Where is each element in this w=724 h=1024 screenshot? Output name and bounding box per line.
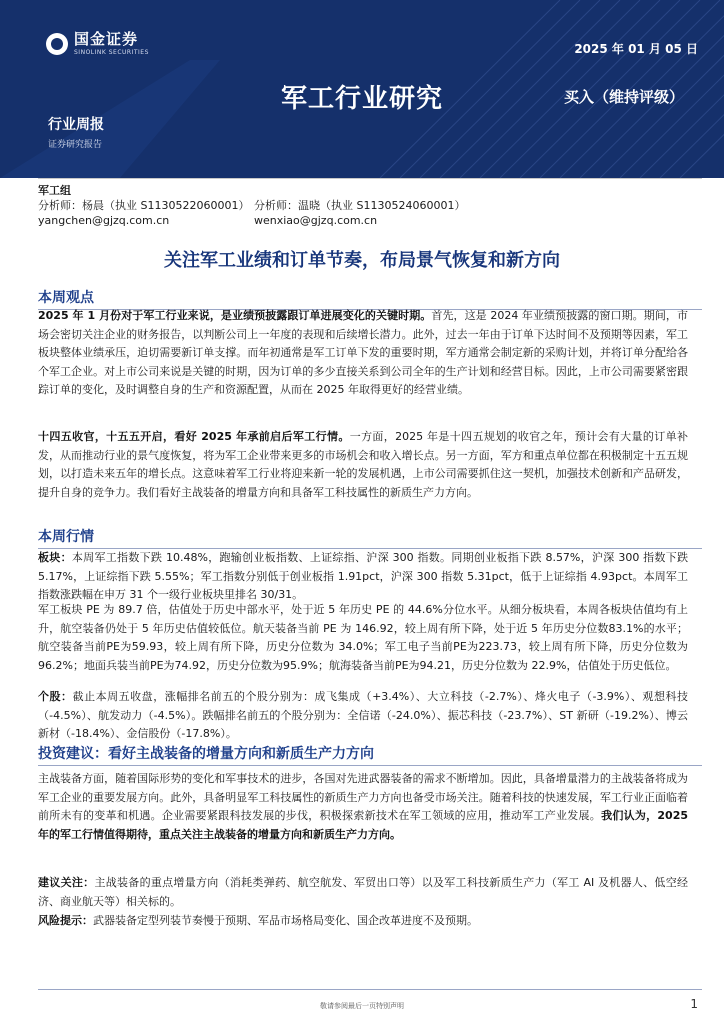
main-title: 关注军工业绩和订单节奏，布局景气恢复和新方向 [164, 250, 560, 271]
paragraph-body: 一方面，2025 年是十四五规划的收官之年，预计会有大量的订单补发，从而推动行业的景气度恢复，将为军工企业带来更多的市场机会和收入增长点。另一方面，军方和重点单位都在积极制定十五五规划，以打造未来五年的增长点。这意味着军工行业将迎来新一轮的发展机遇，上市公司需要抓住这一契机，加强技术创新和产品研发，提升自身的竞争力。我们看好主战装备的增量方向和具备军工科技属性的新质生产力方向。 [38, 430, 688, 499]
report-title: 军工行业研究 [280, 84, 443, 114]
analyst-1-email[interactable]: yangchen@gjzq.com.cn [38, 214, 170, 227]
analyst-1: 分析师：杨晨（执业 S1130522060001） [38, 199, 250, 212]
analyst-2: 分析师：温晓（执业 S1130524060001） [254, 199, 466, 212]
paragraph-lead: 板块： [38, 551, 72, 564]
divider [38, 178, 702, 179]
paragraph-lead: 2025 年 1 月份对于军工行业来说，是业绩预披露跟订单进展变化的关键时期。 [38, 309, 432, 322]
logo-text: 国金证券 [74, 30, 139, 48]
footer-divider [38, 989, 702, 990]
paragraph-body: 截止本周五收盘，涨幅排名前五的个股分别为：成飞集成（+3.4%）、大立科技（-2.7%）、烽火电子（-3.9%）、观想科技（-4.5%）、航发动力（-4.5%）。跌幅排名前五的个股分别为：全信诺（-24.0%）、振芯科技（-23.7%）、ST 新研（-19.2%）、博云新材（-18.4%）、金信股份（-17.8%）。 [38, 690, 688, 740]
rating: 买入（维持评级） [563, 88, 684, 106]
report-subtype: 证券研究报告 [48, 140, 103, 150]
paragraph-focus [38, 874, 688, 911]
paragraph-views-1 [38, 307, 688, 400]
paragraph-body: 主战装备的重点增量方向（消耗类弹药、航空航发、军贸出口等）以及军工科技新质生产力（军工 AI 及机器人、低空经济、商业航天等）相关标的。 [38, 876, 689, 908]
paragraph-body: 主战装备方面，随着国际形势的变化和军事技术的进步，各国对先进武器装备的需求不断增加。因此，具备增量潜力的主战装备将成为军工企业的重要发展方向。此外，具备明显军工科技属性的新质生产力方向也备受市场关注。随着科技的快速发展，军工行业正面临着前所未有的变革和机遇。企业需要紧跟科技发展的步伐，积极探索新技术在军工领域的应用，推动军工产业发展。 [38, 772, 688, 822]
paragraph-views-2 [38, 428, 688, 502]
footer-disclaimer: 敬请参阅最后一页特别声明 [320, 1002, 404, 1010]
paragraph-body: 本周军工指数下跌 10.48%，跑输创业板指数、上证综指、沪深 300 指数。同期创业板指下跌 8.57%，沪深 300 指数下跌 5.17%，上证综指下跌 5.55%；军工指数分别低于创业板指 1.91pct，沪深 300 指数 5.31pct，低于上证综指 4.93pct。本周军工指数涨跌幅在申万 31 个一级行业板块里排名 30/31。 [38, 551, 688, 601]
paragraph-body: 武器装备定型列装节奏慢于预期、军品市场格局变化、国企改革进度不及预期。 [93, 914, 478, 927]
analyst-2-email[interactable]: wenxiao@gjzq.com.cn [254, 214, 378, 227]
paragraph-lead: 十四五收官，十五五开启，看好 2025 年承前启后军工行情。 [38, 430, 350, 443]
report-header [0, 0, 724, 178]
page-number: 1 [690, 997, 698, 1011]
section-heading-views: 本周观点 [38, 287, 702, 310]
paragraph-body: 军工板块 PE 为 89.7 倍，估值处于历史中部水平，处于近 5 年历史 PE 的 44.6%分位水平。从细分板块看，本周各板块估值均有上升，航空装备仍处于 5 年历史估值较低位。航天装备当前 PE 为 146.92，较上周有所下降，处于近 5 年历史分位数83.1%的水平；航空装备当前PE为59.93，较上周有所下降，历史分位数为 34.0%；军工电子当前PE为223.73，较上周有所下降，历史分位数为96.2%；地面兵装当前PE为74.92，历史分位数为95.9%；航海装备当前PE为94.21，历史分位数为 22.9%，估值处于历史低位。 [38, 603, 688, 672]
paragraph-body: 首先，这是 2024 年业绩预披露的窗口期。期间，市场会密切关注企业的财务报告，以判断公司上一年度的表现和后续增长潜力。此外，过去一年由于订单下达时间不及预期等因素，军工板块整体业绩承压，迫切需要新订单支撑。而年初通常是军工订单下发的重要时期，军方通常会制定新的采购计划，并将订单分配给各个军工企业。对上市公司来说是关键的时期，因为订单的多少直接关系到公司全年的生产计划和经营目标。因此，上市公司需要紧密跟踪订单的变化，及时调整自身的生产和资源配置，从而在 2025 年取得更好的经营业绩。 [38, 309, 688, 396]
logo-subtext: SINOLINK SECURITIES [74, 49, 149, 56]
paragraph-lead: 风险提示： [38, 914, 93, 927]
section-heading-advice: 投资建议：看好主战装备的增量方向和新质生产力方向 [38, 743, 702, 766]
section-heading-market: 本周行情 [38, 526, 702, 549]
logo-mark-icon [46, 33, 68, 55]
logo [46, 32, 149, 56]
paragraph-risk [38, 912, 688, 931]
paragraph-conclusion: 我们认为，2025 年的军工行情值得期待，重点关注主战装备的增量方向和新质生产力方向。 [38, 809, 689, 841]
report-date: 2025 年 01 月 05 日 [574, 42, 698, 56]
paragraph-sector [38, 549, 688, 605]
paragraph-valuation [38, 601, 688, 675]
paragraph-lead: 建议关注： [38, 876, 95, 889]
paragraph-lead: 个股： [38, 690, 73, 703]
paragraph-advice [38, 770, 688, 844]
report-type: 行业周报 [48, 117, 104, 133]
analyst-group: 军工组 [38, 184, 71, 197]
paragraph-stocks [38, 688, 688, 744]
